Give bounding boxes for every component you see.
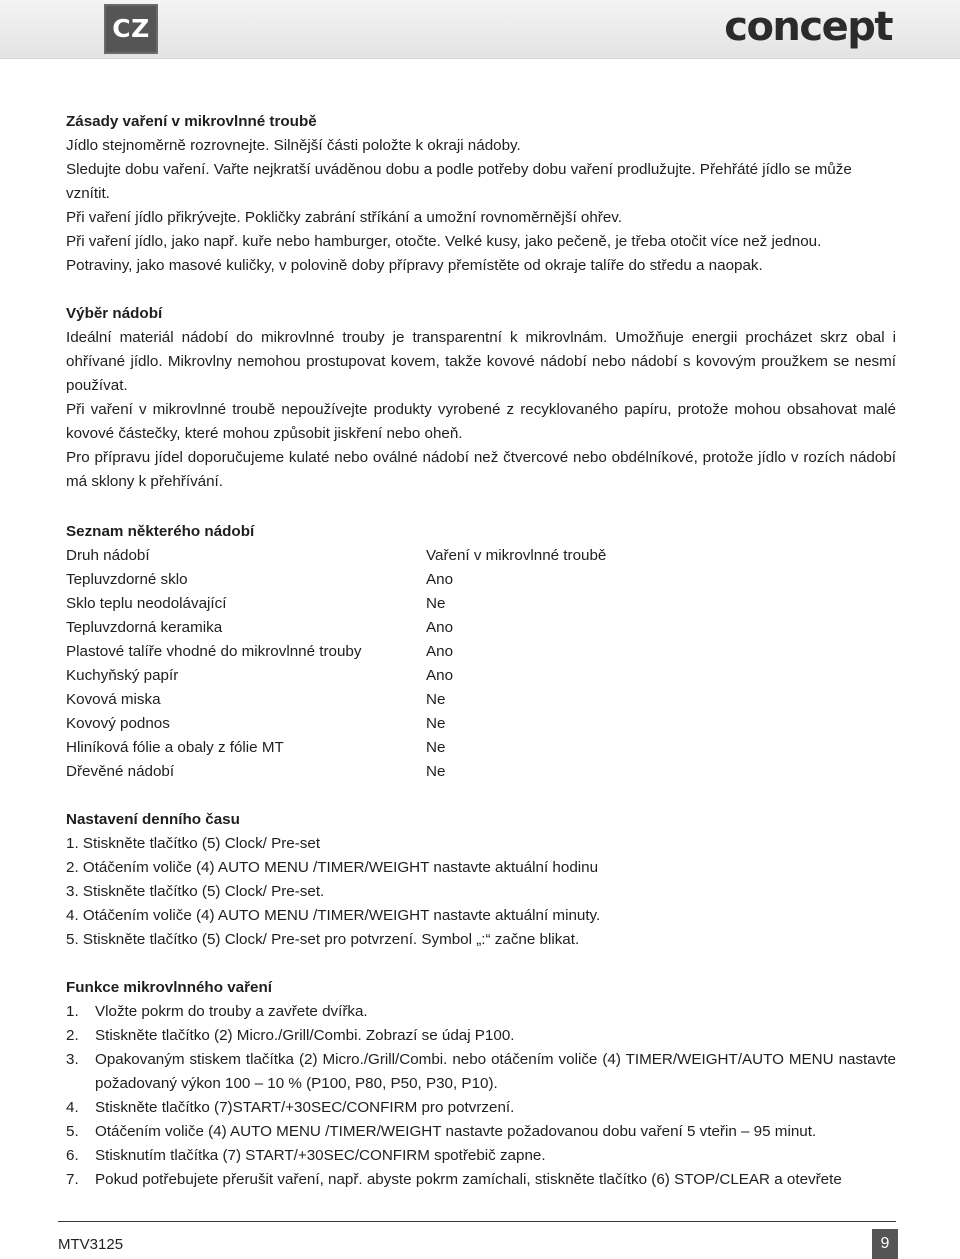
section-title: Seznam některého nádobí <box>66 523 255 540</box>
section-microwave-function <box>66 976 896 1192</box>
language-badge: CZ <box>104 4 158 54</box>
list-number: 3. <box>66 1051 79 1068</box>
list-item <box>66 1120 896 1144</box>
column-header: Druh nádobí <box>66 547 150 564</box>
text-line: Potraviny, jako masové kuličky, v polovině doby přípravy přemístěte od okraje talíře do středu a naopak. <box>66 257 763 274</box>
text-line: Sledujte dobu vaření. Vařte nejkratší uváděnou dobu a podle potřeby dobu vaření prodlužujte. Přehřáté jídlo se může vznítit. <box>66 161 852 202</box>
table-row <box>66 640 896 664</box>
section-title: Zásady vaření v mikrovlnné troubě <box>66 113 317 130</box>
table-cell: Hliníková fólie a obaly z fólie MT <box>66 739 284 756</box>
section-cookware-list <box>66 520 896 784</box>
table-cell: Ano <box>426 571 454 588</box>
table-cell: Ne <box>426 763 446 780</box>
spacer <box>66 784 896 808</box>
page-content <box>66 110 896 1192</box>
table-cell: Kovový podnos <box>66 715 170 732</box>
spacer <box>66 952 896 976</box>
page-number: 9 <box>872 1229 898 1259</box>
table-cell: Sklo teplu neodolávající <box>66 595 227 612</box>
spacer <box>66 278 896 302</box>
table-row <box>66 688 896 712</box>
table-cell: Kuchyňský papír <box>66 667 179 684</box>
list-item <box>66 1168 896 1192</box>
list-item <box>66 1048 896 1096</box>
list-text: Vložte pokrm do trouby a zavřete dvířka. <box>95 1003 368 1020</box>
table-row <box>66 760 896 784</box>
table-cell: Ne <box>426 715 446 732</box>
table-cell: Ano <box>426 619 454 636</box>
list-text: Otáčením voliče (4) AUTO MENU /TIMER/WEIGHT nastavte požadovanou dobu vaření 5 vteřin – 95 minut. <box>95 1123 817 1140</box>
table-row <box>66 616 896 640</box>
table-cell: Ne <box>426 691 446 708</box>
table-row <box>66 736 896 760</box>
table-cell: Tepluvzdorné sklo <box>66 571 188 588</box>
list-text: Stisknutím tlačítka (7) START/+30SEC/CONFIRM spotřebič zapne. <box>95 1147 546 1164</box>
list-item: 3. Stiskněte tlačítko (5) Clock/ Pre-set. <box>66 883 325 900</box>
spacer <box>66 494 896 520</box>
paragraph: Ideální materiál nádobí do mikrovlnné trouby je transparentní k mikrovlnám. Umožňuje energii procházet skrz obal i ohřívané jídlo. Mikrovlny nemohou prostupovat kovem, takže kovové nádobí nebo nádobí s kovovým proužkem se nesmí používat. <box>66 329 896 394</box>
section-title: Nastavení denního času <box>66 811 240 828</box>
paragraph: Při vaření v mikrovlnné troubě nepoužívejte produkty vyrobené z recyklovaného papíru, protože mohou obsahovat malé kovové částečky, které mohou způsobit jiskření nebo oheň. <box>66 401 896 442</box>
section-title: Výběr nádobí <box>66 305 163 322</box>
text-line: Při vaření jídlo přikrývejte. Pokličky zabrání stříkání a umožní rovnoměrnější ohřev. <box>66 209 622 226</box>
section-time-setting <box>66 808 896 952</box>
table-cell: Plastové talíře vhodné do mikrovlnné trouby <box>66 643 362 660</box>
list-item: 5. Stiskněte tlačítko (5) Clock/ Pre-set pro potvrzení. Symbol „:“ začne blikat. <box>66 931 580 948</box>
section-cookware-selection <box>66 302 896 494</box>
list-item <box>66 1096 896 1120</box>
list-number: 6. <box>66 1147 79 1164</box>
table-cell: Ano <box>426 643 454 660</box>
section-title: Funkce mikrovlnného vaření <box>66 979 272 996</box>
text-line: Jídlo stejnoměrně rozrovnejte. Silnější části položte k okraji nádoby. <box>66 137 521 154</box>
list-item <box>66 1000 896 1024</box>
table-header <box>66 544 896 568</box>
list-number: 5. <box>66 1123 79 1140</box>
list-text: Opakovaným stiskem tlačítka (2) Micro./Grill/Combi. nebo otáčením voliče (4) TIMER/WEIGHT/AUTO MENU nastavte požadovaný výkon 100 – 10 % (P100, P80, P50, P30, P10). <box>95 1051 896 1092</box>
table-cell: Kovová miska <box>66 691 161 708</box>
list-item: 1. Stiskněte tlačítko (5) Clock/ Pre-set <box>66 835 321 852</box>
list-item <box>66 1144 896 1168</box>
table-cell: Tepluvzdorná keramika <box>66 619 223 636</box>
list-number: 7. <box>66 1171 79 1188</box>
table-cell: Ne <box>426 595 446 612</box>
footer-divider <box>58 1221 896 1222</box>
text-line: Při vaření jídlo, jako např. kuře nebo hamburger, otočte. Velké kusy, jako pečeně, je třeba otočit více než jednou. <box>66 233 822 250</box>
brand-logo: concept <box>724 4 892 50</box>
page-header <box>0 0 960 59</box>
table-row <box>66 592 896 616</box>
list-number: 2. <box>66 1027 79 1044</box>
table-row <box>66 664 896 688</box>
column-header: Vaření v mikrovlnné troubě <box>426 547 607 564</box>
table-cell: Ano <box>426 667 454 684</box>
table-cell: Ne <box>426 739 446 756</box>
model-number: MTV3125 <box>58 1236 124 1253</box>
list-item: 2. Otáčením voliče (4) AUTO MENU /TIMER/WEIGHT nastavte aktuální hodinu <box>66 859 599 876</box>
list-text: Pokud potřebujete přerušit vaření, např. abyste pokrm zamíchali, stiskněte tlačítko (6) STOP/CLEAR a otevřete <box>95 1171 842 1188</box>
list-item <box>66 1024 896 1048</box>
paragraph: Pro přípravu jídel doporučujeme kulaté nebo oválné nádobí než čtvercové nebo obdélníkové, protože jídlo v rozích nádobí má sklony k přehřívání. <box>66 449 896 490</box>
table-cell: Dřevěné nádobí <box>66 763 175 780</box>
list-number: 1. <box>66 1003 79 1020</box>
list-item: 4. Otáčením voliče (4) AUTO MENU /TIMER/WEIGHT nastavte aktuální minuty. <box>66 907 601 924</box>
list-text: Stiskněte tlačítko (2) Micro./Grill/Combi. Zobrazí se údaj P100. <box>95 1027 515 1044</box>
list-text: Stiskněte tlačítko (7)START/+30SEC/CONFIRM pro potvrzení. <box>95 1099 515 1116</box>
table-row <box>66 712 896 736</box>
list-number: 4. <box>66 1099 79 1116</box>
section-cooking-principles <box>66 110 896 278</box>
table-row <box>66 568 896 592</box>
